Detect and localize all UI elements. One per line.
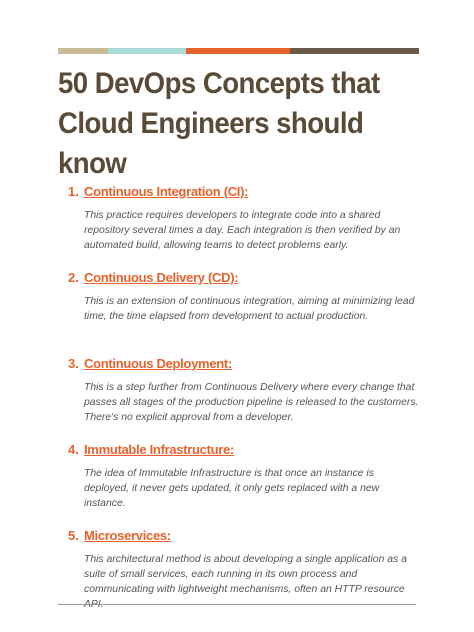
- item-heading-link[interactable]: Microservices:: [84, 528, 171, 543]
- concept-list: [0, 184, 474, 614]
- stripe-segment-3: [186, 48, 290, 54]
- list-item: [0, 270, 474, 356]
- item-heading-link[interactable]: Continuous Delivery (CD):: [84, 270, 239, 285]
- item-number: 4.: [68, 442, 79, 457]
- list-item: [0, 184, 474, 270]
- list-item: [0, 528, 474, 614]
- stripe-segment-1: [58, 48, 108, 54]
- list-item: [0, 356, 474, 442]
- stripe-segment-4: [290, 48, 419, 54]
- list-item: [0, 442, 474, 528]
- item-description: This is an extension of continuous integration, aiming at minimizing lead time, the time elapsed from development to actual production.: [84, 296, 415, 322]
- item-heading-link[interactable]: Continuous Deployment:: [84, 356, 232, 371]
- item-description: The idea of Immutable Infrastructure is that once an instance is deployed, it never gets updated, it only gets replaced with a new instance.: [84, 468, 380, 509]
- item-number: 3.: [68, 356, 79, 371]
- item-heading-link[interactable]: Immutable Infrastructure:: [84, 442, 234, 457]
- color-stripe: [58, 48, 419, 54]
- item-description: This architectural method is about developing a single application as a suite of small services, each running in its own process and communicating with lightweight mechanisms, often an HTTP resource: [84, 554, 407, 595]
- item-number: 1.: [68, 184, 79, 199]
- page-title: 50 DevOps Concepts that Cloud Engineers should know: [58, 67, 380, 180]
- item-description: This practice requires developers to integrate code into a shared repository several times a day. Each integration is then verified by an automated build, allowing teams to detect problems early.: [84, 210, 401, 251]
- item-number: 2.: [68, 270, 79, 285]
- item-heading-link[interactable]: Continuous Integration (CI):: [84, 184, 249, 199]
- stripe-segment-2: [108, 48, 186, 54]
- bottom-divider: [58, 604, 416, 605]
- item-number: 5.: [68, 528, 79, 543]
- item-description: This is a step further from Continuous Delivery where every change that passes all stages of the production pipeline is released to the customers. There's no explicit approval from a developer.: [84, 382, 419, 423]
